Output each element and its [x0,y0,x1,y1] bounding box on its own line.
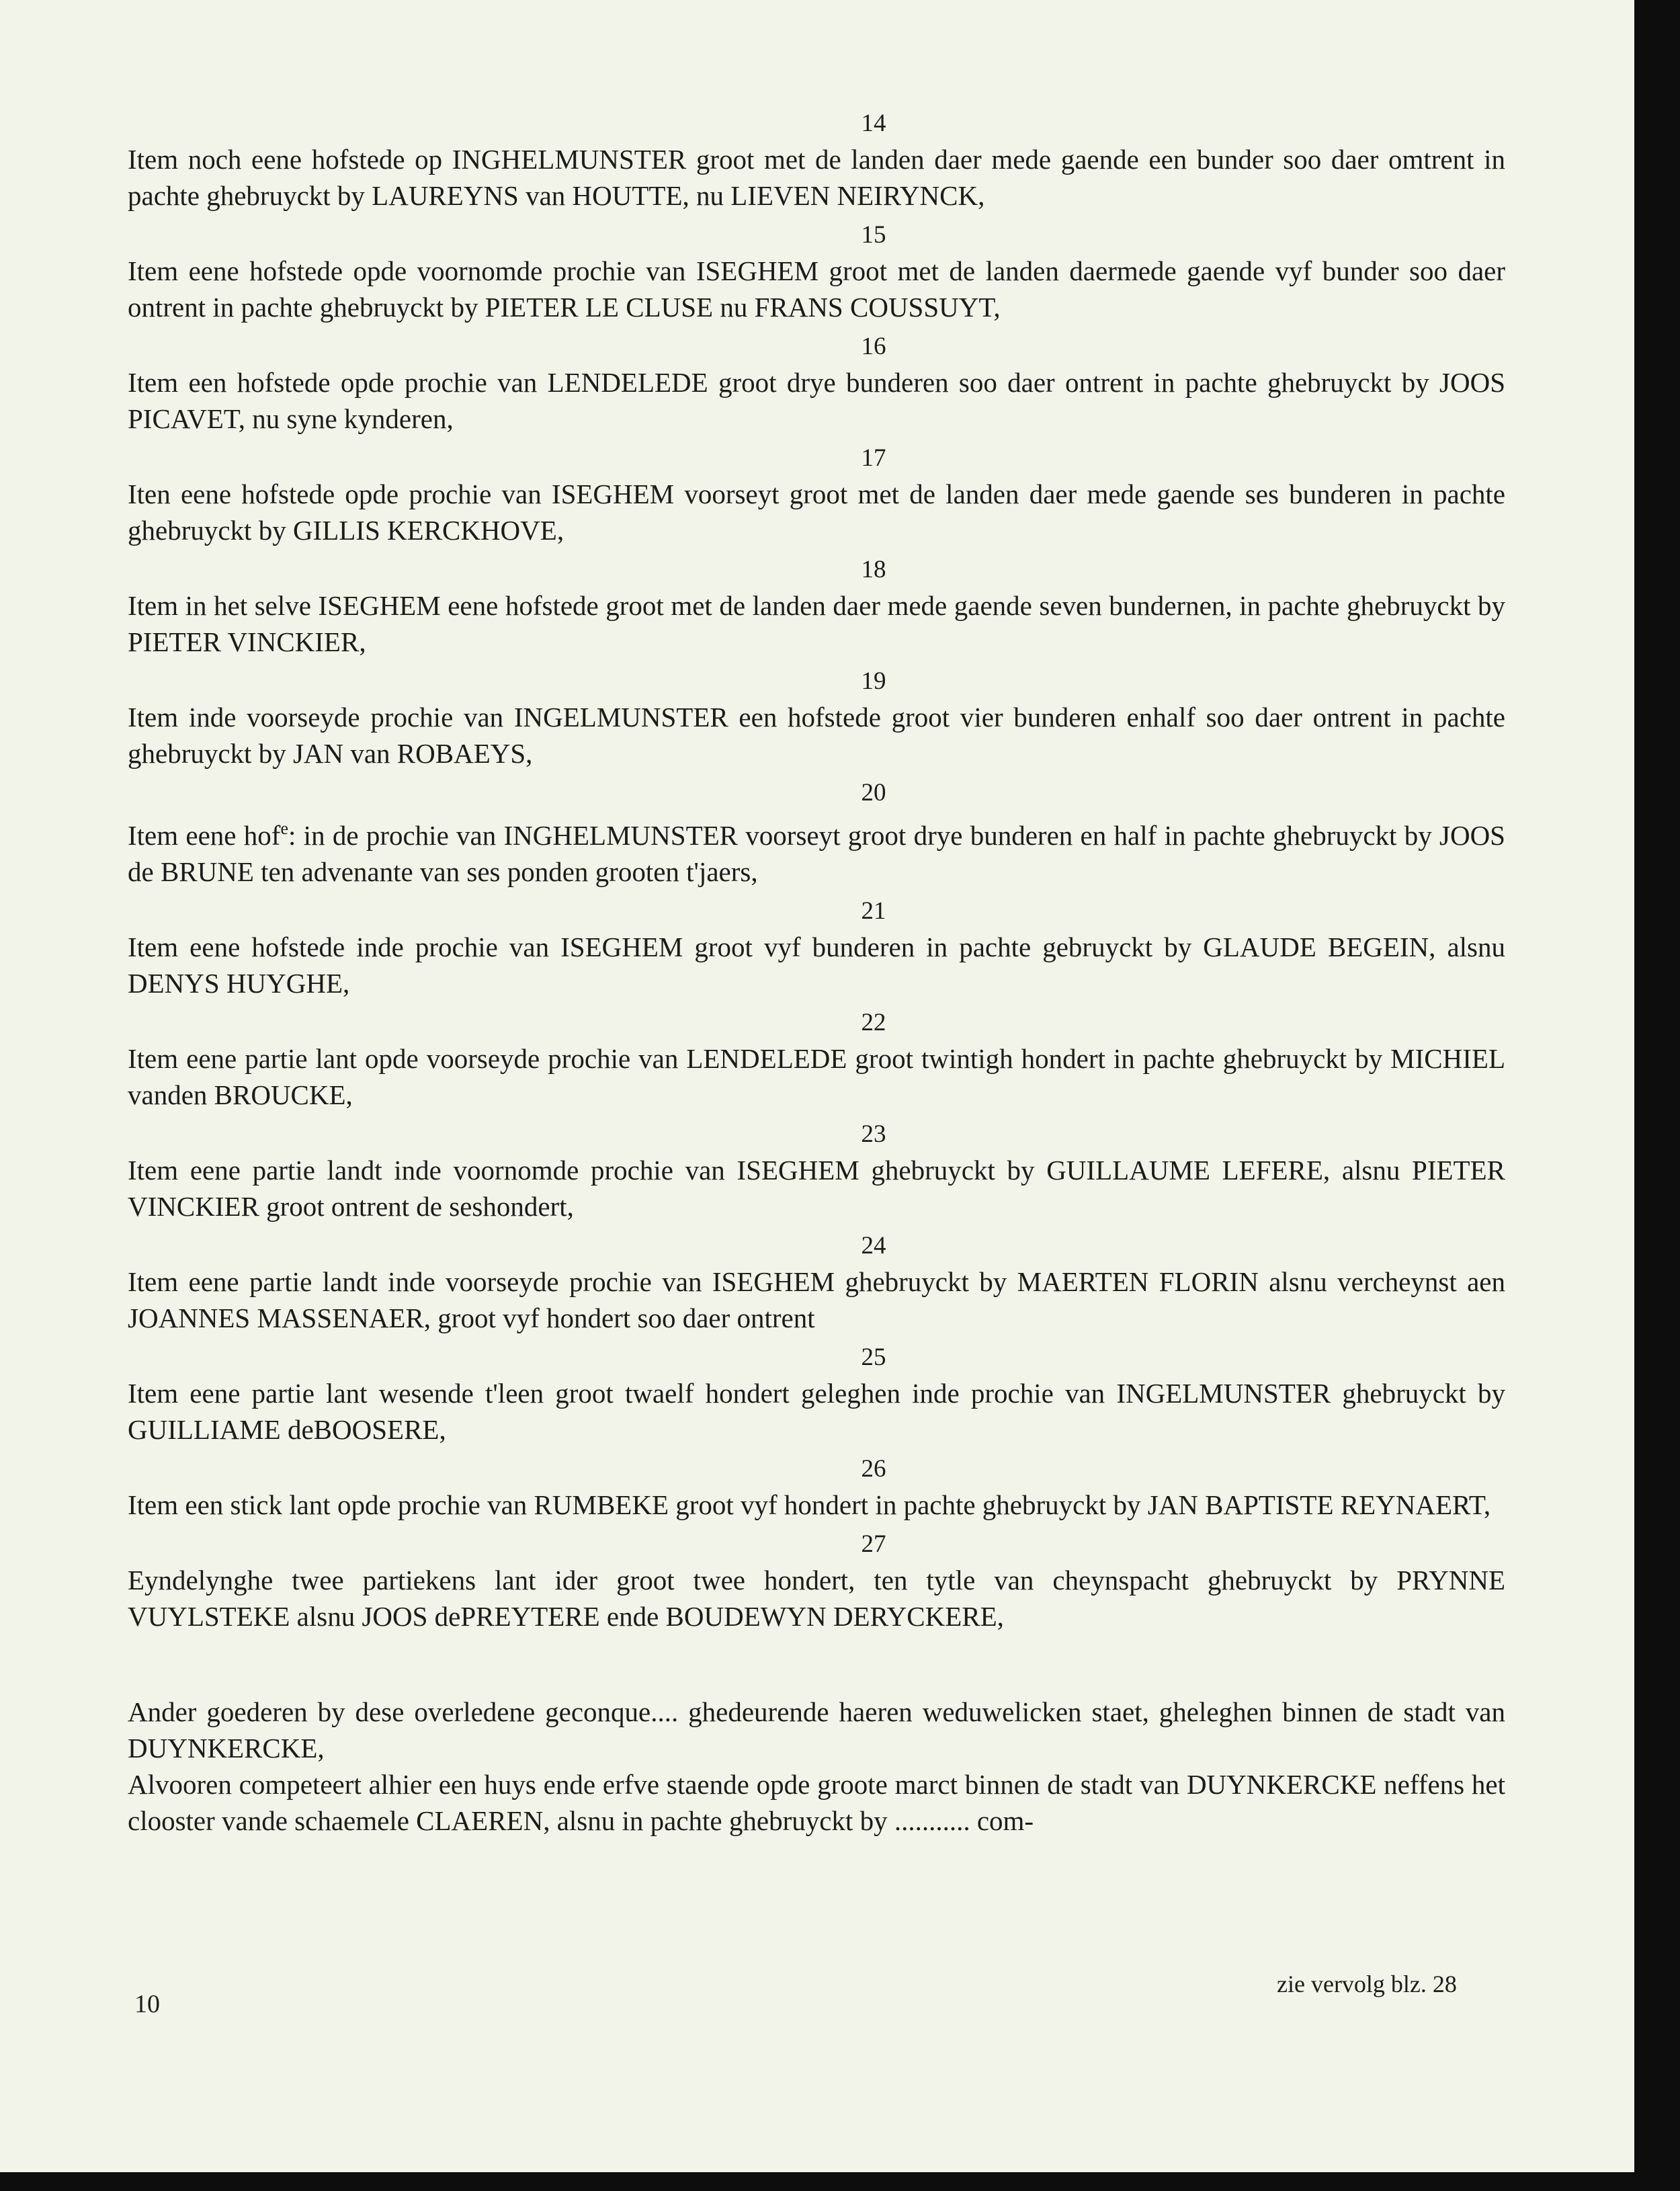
entry-20 [128,776,1505,890]
entry-text: Item in het selve ISEGHEM eene hofstede groot met de landen daer mede gaende seven bundernen, in pachte ghebruyckt by PIETER VINCKIER, [128,590,1505,657]
entry-number: 21 [861,897,886,925]
entry-number: 25 [861,1343,886,1371]
section-gap [128,1639,1505,1694]
entry-number: 24 [861,1232,886,1259]
entry-text: Iten eene hofstede opde prochie van ISEGHEM voorseyt groot met de landen daer mede gaende ses bunderen in pachte ghebruyckt by GILLIS KERCKHOVE, [128,479,1505,546]
entry-number: 22 [861,1009,886,1036]
entry-text: Item eene hofstede inde prochie van ISEGHEM groot vyf bunderen in pachte gebruyckt by GLAUDE BEGEIN, alsnu DENYS HUYGHE, [128,932,1505,999]
closing-paragraph-1: Ander goederen by dese overledene geconque.... ghedeurende haeren weduwelicken staet, gheleghen binnen de stadt van DUYNKERCKE, [128,1696,1505,1764]
entry-text: Eyndelynghe twee partiekens lant ider groot twee hondert, ten tytle van cheynspacht ghebruyckt by PRYNNE VUYLSTEKE alsnu JOOS dePREYTERE ende BOUDEWYN DERYCKERE, [128,1565,1505,1632]
entry-16 [128,329,1505,437]
entry-number: 20 [861,779,886,807]
entry-number: 26 [861,1455,886,1483]
entry-text: Item eene partie landt inde voorseyde prochie van ISEGHEM ghebruyckt by MAERTEN FLORIN alsnu vercheynst aen JOANNES MASSENAER, groot vyf hondert soo daer ontrent [128,1266,1505,1333]
entry-18 [128,552,1505,660]
entry-text: Item eene partie lant wesende t'leen groot twaelf hondert geleghen inde prochie van INGELMUNSTER ghebruyckt by GUILLIAME deBOOSERE, [128,1378,1505,1445]
superscript-abbreviation: e [280,819,288,838]
entry-text [128,811,1505,890]
closing-paragraph-2: Alvooren competeert alhier een huys ende erfve staende opde groote marct binnen de stadt van DUYNKERCKE neffens het clooster vande schaemele CLAEREN, alsnu in pachte ghebruyckt by ........... com- [128,1769,1505,1836]
entry-24 [128,1229,1505,1336]
document-body [128,106,1505,1843]
scan-edge-bottom [0,2172,1680,2191]
entry-number: 18 [861,556,886,583]
entry-15 [128,218,1505,325]
entry-number: 14 [861,110,886,137]
entry-text: Item eene partie lant opde voorseyde prochie van LENDELEDE groot twintigh hondert in pachte ghebruyckt by MICHIEL vanden BROUCKE, [128,1043,1505,1110]
entry-number: 19 [861,667,886,695]
scan-edge-right [1634,0,1680,2191]
entry-25 [128,1340,1505,1448]
continuation-note: zie vervolg blz. 28 [1277,1971,1457,1997]
page-number: 10 [134,1990,160,2018]
closing-section [128,1694,1505,1839]
entry-17 [128,441,1505,548]
entry-number: 23 [861,1120,886,1148]
entry-22 [128,1005,1505,1113]
entry-23 [128,1117,1505,1225]
entry-text: Item inde voorseyde prochie van INGELMUNSTER een hofstede groot vier bunderen enhalf soo daer ontrent in pachte ghebruyckt by JAN van ROBAEYS, [128,702,1505,769]
entry-number: 15 [861,221,886,249]
entry-14 [128,106,1505,214]
entry-text: Item een stick lant opde prochie van RUMBEKE groot vyf hondert in pachte ghebruyckt by JAN BAPTISTE REYNAERT, [128,1489,1491,1520]
entry-number: 27 [861,1530,886,1558]
entry-26 [128,1452,1505,1523]
entry-27 [128,1527,1505,1635]
entry-text-end: : in de prochie van INGHELMUNSTER voorseyt groot drye bunderen en half in pachte ghebruyckt by JOOS de BRUNE ten advenante van ses ponden grooten t'jaers, [128,820,1505,887]
entry-text: Item noch eene hofstede op INGHELMUNSTER groot met de landen daer mede gaende een bunder soo daer omtrent in pachte ghebruyckt by LAUREYNS van HOUTTE, nu LIEVEN NEIRYNCK, [128,144,1505,211]
entry-text: Item eene partie landt inde voornomde prochie van ISEGHEM ghebruyckt by GUILLAUME LEFERE, alsnu PIETER VINCKIER groot ontrent de seshondert, [128,1155,1505,1222]
entry-text: Item eene hofstede opde voornomde prochie van ISEGHEM groot met de landen daermede gaende vyf bunder soo daer ontrent in pachte ghebruyckt by PIETER LE CLUSE nu FRANS COUSSUYT, [128,255,1505,323]
entry-number: 17 [861,444,886,472]
entry-text: Item een hofstede opde prochie van LENDELEDE groot drye bunderen soo daer ontrent in pachte ghebruyckt by JOOS PICAVET, nu syne kynderen, [128,367,1505,434]
entry-21 [128,894,1505,1001]
entry-number: 16 [861,333,886,360]
entry-text-start: Item eene hof [128,820,281,851]
entry-19 [128,664,1505,772]
